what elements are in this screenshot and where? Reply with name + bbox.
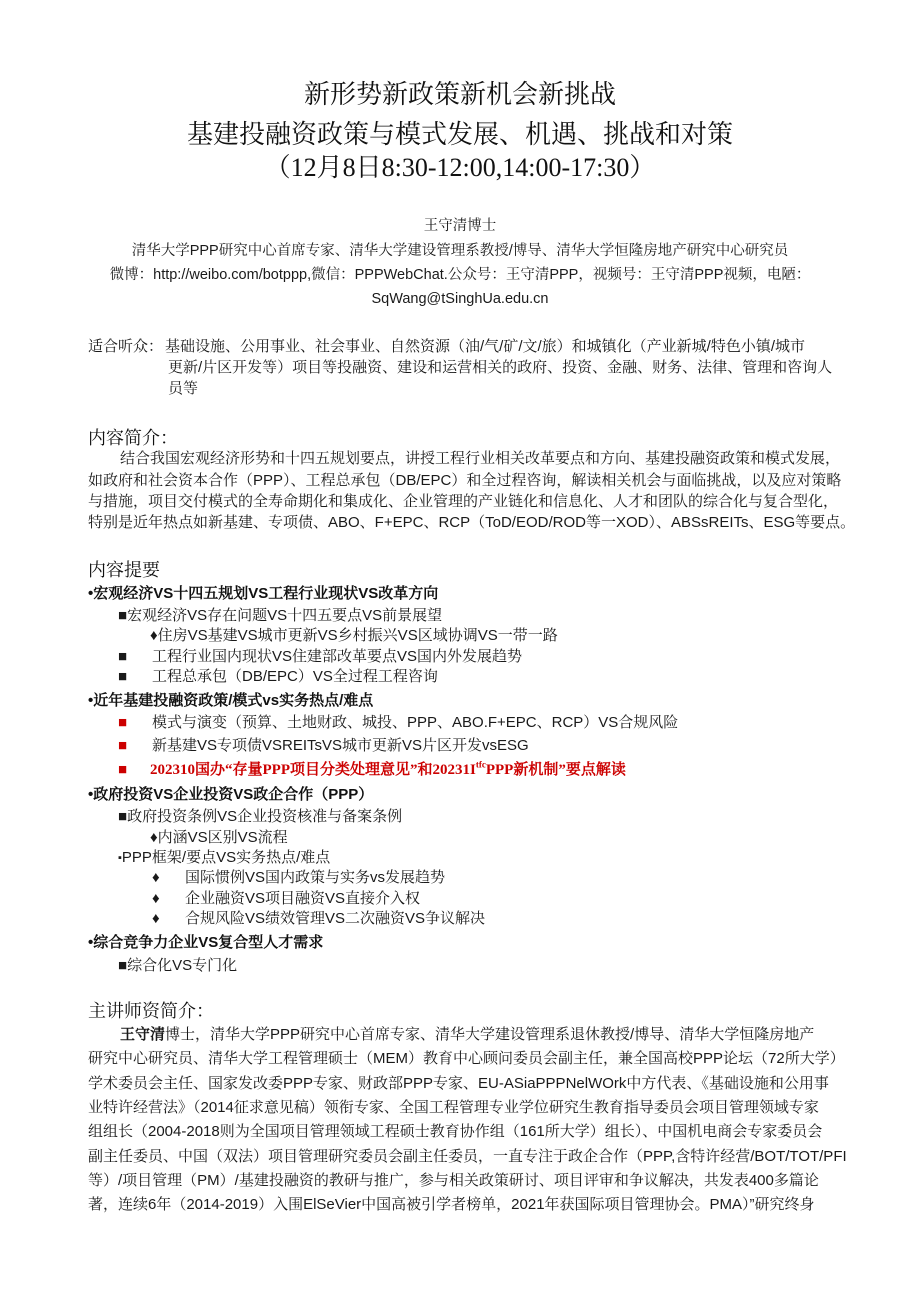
highlight-text: 202310国办“存量PPP项目分类处理意见”和20231I [150,762,476,778]
bio-line: 组组长（2004-2018则为全国项目管理领域工程硕士教育协作组（161所大学）组长）、中国机电商会专家委员会 [88,1123,823,1140]
bio-line: 等）/项目管理（PM）/基建投融资的教研与推广，参与相关政策研讨、项目评审和争议解决，共发表400多篇论 [88,1172,819,1189]
title-line-2: 基建投融资政策与模式发展、机遇、挑战和对策 [186,120,733,149]
bullet-dot: • [88,786,94,803]
bullet-square: ■ [118,607,128,624]
title-line-1: 新形势新政策新机会新挑战 [303,80,616,109]
outline-section-text: 政府投资VS企业投资VS政企合作（PPP） [93,786,374,803]
bullet-diamond: ♦ [150,829,158,846]
bio-line: 学术委员会主任、国家发改委PPP专家、财政部PPP专家、EU-ASiaPPPNelWOrk中方代表、《基础设施和公用事 [88,1075,829,1092]
bullet-square-red: ■ [118,737,128,754]
outline-section-text: 综合竞争力企业VS复合型人才需求 [93,934,324,951]
outline-item [118,606,858,626]
bio-line [120,1025,858,1045]
outline-item-text: 模式与演变（预算、土地财政、城投、PPP、ABO.F+EPC、RCP）VS合规风险 [152,714,679,731]
speaker-name: 王守清博士 [423,218,497,234]
outline-item-text: 工程总承包（DB/EPC）VS全过程工程咨询 [152,668,438,685]
intro-line: 结合我国宏观经济形势和十四五规划要点，讲授工程行业相关改革要点和方向、基建投融资政策和模式发展， [120,450,841,467]
audience-line: 基础设施、公用事业、社会事业、自然资源（油/气/矿/文/旅）和城镇化（产业新城/特色小镇/城市 [165,338,806,355]
outline-item [118,713,858,733]
bio-line-text: 博士，清华大学PPP研究中心首席专家、清华大学建设管理系退休教授/博导、清华大学恒隆房地产 [165,1026,815,1043]
outline-item [118,807,858,827]
outline-item [118,647,858,667]
audience-label: 适合听众： [88,338,164,355]
intro-line: 特别是近年热点如新基建、专项债、ABO、F+EPC、RCP（ToD/EOD/ROD等一XOD）、ABSsREITs、ESG等要点。 [88,514,856,531]
highlight-superscript: tfc [475,760,486,770]
bullet-square: ■ [118,648,128,665]
outline-item-text: 综合化VS专门化 [127,957,238,974]
outline-section-competitiveness [88,933,858,953]
bullet-square-red: ■ [118,761,128,778]
outline-item-highlight [118,760,858,780]
bullet-dot: • [88,585,94,602]
outline-item [118,667,858,687]
outline-heading: 内容提要 [88,560,160,580]
speaker-contact: 微博：http://weibo.com/botppp,微信：PPPWebChat.公众号：王守清PPP，视频号：王守清PPP视频，电陋： [109,267,811,283]
outline-item-text: 新基建VS专项债VSREITsVS城市更新VS片区开发vsESG [152,737,529,754]
bio-line: 研究中心研究员、清华大学工程管理硕士（MEM）教育中心顾问委员会副主任，兼全国高校PPP论坛（72所大学） [88,1050,845,1067]
outline-subitem [152,868,858,888]
bullet-square: ■ [118,668,128,685]
bullet-dot: • [88,934,94,951]
intro-heading: 内容简介： [88,428,178,448]
audience-line: 更新/片区开发等）项目等投融资、建设和运营相关的政府、投资、金融、财务、法律、管理和咨询人 [168,359,833,376]
audience-line: 员等 [168,380,199,397]
outline-item [118,956,858,976]
bullet-diamond: ♦ [152,890,160,907]
bullet-small-square: ▪ [118,852,122,864]
outline-item [118,848,858,868]
intro-line: 与措施，项目交付模式的全寿命期化和集成化、企业管理的产业链化和信息化、人才和团队的综合化与复合型化， [88,493,839,510]
outline-section-government-investment [88,785,858,805]
bullet-square: ■ [118,808,128,825]
outline-subitem [150,626,858,646]
outline-subitem-text: 住房VS基建VS城市更新VS乡村振兴VS区域协调VS一带一路 [157,627,558,644]
outline-section-text: 近年基建投融资政策/模式vs实务热点/难点 [93,692,374,709]
outline-item-text: PPP框架/要点VS实务热点/难点 [121,849,331,866]
bullet-square-red: ■ [118,714,128,731]
outline-section-investment-policy [88,691,858,711]
bio-line: 业特许经营法》（2014征求意见稿）领衔专家、全国工程管理专业学位研究生教育指导委员会项目管理领域专家 [88,1099,819,1116]
outline-section-text: 宏观经济VS十四五规划VS工程行业现状VS改革方向 [93,585,439,602]
outline-subitem-text: 企业融资VS项目融资VS直接介入权 [185,890,421,907]
title-line-3-schedule: （12月8日8:30-12:00,14:00-17:30） [264,153,656,182]
outline-subitem-text: 合规风险VS绩效管理VS二次融资VS争议解决 [185,910,486,927]
outline-subitem [152,909,858,929]
bio-line: 副主任委员、中国（双法）项目管理研究委员会副主任委员，一直专注于政企合作（PPP,含特许经营/BOT/TOT/PFI [88,1148,847,1165]
bullet-diamond: ♦ [152,910,160,927]
speaker-affiliation: 清华大学PPP研究中心首席专家、清华大学建设管理系教授/博导、清华大学恒隆房地产研究中心研究员 [131,243,789,259]
outline-subitem [152,889,858,909]
outline-item [118,736,858,756]
outline-item-text: 政府投资条例VS企业投资核准与备案条例 [127,808,403,825]
bullet-diamond: ♦ [152,869,160,886]
speaker-email: SqWang@tSinghUa.edu.cn [371,291,549,307]
outline-subitem-text: 内涵VS区别VS流程 [157,829,288,846]
outline-subitem-text: 国际惯例VS国内政策与实务vs发展趋势 [185,869,446,886]
outline-item-text: 工程行业国内现状VS住建部改革要点VS国内外发展趋势 [152,648,523,665]
outline-subitem [150,828,858,848]
highlight-text-end: PPP新机制”要点解读 [485,762,626,778]
intro-line: 如政府和社会资本合作（PPP）、工程总承包（DB/EPC）和全过程咨询，解读相关机会与面临挑战，以及应对策略 [88,472,842,489]
bio-heading: 主讲师资简介： [88,1001,214,1021]
bullet-dot: • [88,692,94,709]
outline-section-macro-economy [88,584,858,604]
bio-line: 著，连续6年（2014-2019）入围ElSeVier中国高被引学者榜单，2021年获国际项目管理协会。PMA）”研究终身 [88,1196,815,1213]
bio-name: 王守清 [120,1026,166,1043]
bullet-square: ■ [118,957,128,974]
bullet-diamond: ♦ [150,627,158,644]
outline-item-text: 宏观经济VS存在问题VS十四五要点VS前景展望 [127,607,443,624]
